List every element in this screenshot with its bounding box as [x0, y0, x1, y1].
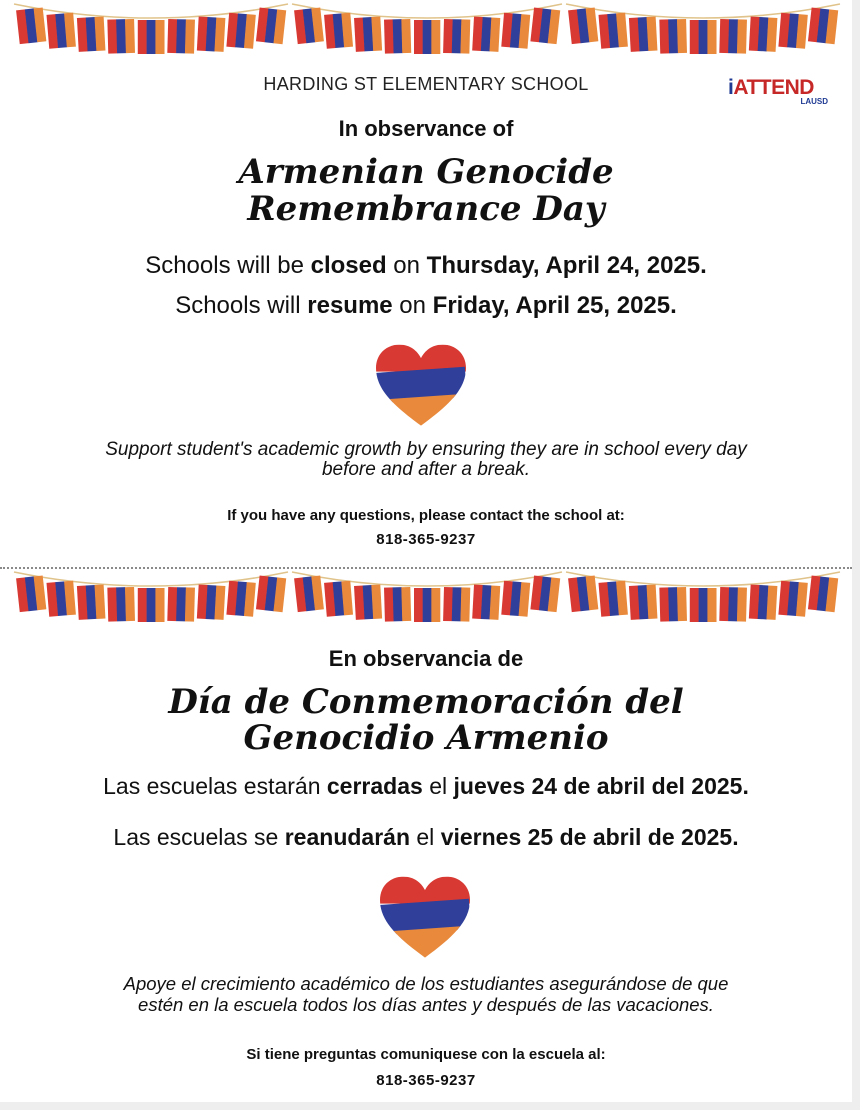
logo-brand: ATTEND: [733, 76, 814, 99]
bunting-flag: [226, 13, 255, 49]
bunting-flag: [46, 581, 75, 617]
bunting-flag: [598, 13, 627, 49]
resume-pre: Schools will: [175, 292, 308, 319]
resume-mid-es: el: [410, 824, 441, 850]
closure-strong2-es: jueves 24 de abril del 2025.: [453, 773, 749, 799]
bunting-banner-bottom: [0, 568, 852, 638]
resume-notice-en: [0, 292, 852, 320]
closure-notice-es: [0, 773, 852, 800]
closure-notice-en: [0, 252, 852, 280]
bunting-flag: [107, 587, 135, 622]
bunting-flag: [690, 588, 717, 622]
school-name: HARDING ST ELEMENTARY SCHOOL: [263, 74, 589, 94]
bunting-flag: [568, 575, 598, 612]
bunting-flag: [719, 587, 747, 622]
armenian-flag-heart-icon-es: [380, 876, 470, 960]
resume-strong2-es: viernes 25 de abril de 2025.: [440, 824, 739, 850]
bunting-flag: [749, 585, 778, 620]
title-line1-es: Día de Conmemoración del: [168, 682, 684, 722]
bunting-flag: [294, 7, 324, 44]
observance-heading-es: En observancia de: [328, 646, 524, 671]
bunting-flag: [324, 13, 353, 49]
bunting-flag: [167, 19, 195, 54]
closure-mid: on: [386, 252, 427, 279]
bunting-flag: [443, 19, 470, 54]
bunting-flag: [501, 581, 530, 617]
bunting-flag: [778, 581, 807, 617]
bunting-flag: [16, 575, 46, 612]
bunting-flag: [659, 19, 687, 54]
bunting-flag: [568, 7, 598, 44]
closure-strong1: closed: [310, 252, 387, 279]
bunting-flag: [629, 585, 658, 620]
bunting-flag: [443, 587, 470, 622]
bunting-flag: [530, 576, 560, 613]
bunting-flag: [472, 17, 500, 52]
closure-pre-es: Las escuelas estarán: [103, 773, 327, 799]
resume-mid: on: [392, 292, 433, 319]
resume-pre-es: Las escuelas se: [113, 824, 285, 850]
tagline-line1-es: Apoye el crecimiento académico de los estudiantes asegurándose de que: [123, 973, 729, 994]
logo-sub: LAUSD: [800, 97, 828, 106]
bunting-flag: [256, 8, 286, 45]
bunting-flag: [256, 576, 286, 613]
iattend-logo: [728, 76, 832, 110]
bunting-flag: [197, 17, 226, 52]
bunting-flag: [107, 19, 135, 54]
closure-mid-es: el: [422, 773, 454, 799]
bunting-flag: [354, 17, 382, 52]
resume-strong1: resume: [307, 292, 393, 319]
bunting-flag: [77, 17, 106, 52]
bunting-flag: [808, 576, 838, 613]
resume-strong1-es: reanudarán: [284, 824, 410, 850]
logo-prefix: i: [728, 76, 734, 99]
bunting-flag: [77, 585, 106, 620]
tagline-line2-es: estén en la escuela todos los días antes y después de las vacaciones.: [138, 994, 714, 1015]
bunting-flag: [294, 575, 324, 612]
bunting-flag: [384, 19, 411, 54]
closure-pre: Schools will be: [145, 252, 311, 279]
bunting-flag: [16, 7, 46, 44]
resume-notice-es: [0, 824, 852, 851]
title-line2-es: Genocidio Armenio: [243, 718, 609, 758]
bunting-flag: [46, 13, 75, 49]
phone-number-en[interactable]: 818-365-9237: [376, 531, 476, 548]
bunting-flag: [659, 587, 687, 622]
bunting-flag: [690, 20, 717, 54]
observance-heading-en: In observance of: [338, 116, 514, 141]
bunting-flag: [138, 20, 165, 54]
tagline-line2-en: before and after a break.: [321, 459, 531, 480]
bunting-banner-top: [0, 0, 852, 70]
bunting-flag: [530, 8, 560, 45]
bunting-flag: [384, 587, 411, 622]
armenian-flag-heart-icon: [376, 344, 466, 428]
bunting-flag: [167, 587, 195, 622]
bunting-flag: [226, 581, 255, 617]
contact-text-es: Si tiene preguntas comuniquese con la escuela al:: [246, 1046, 606, 1063]
resume-strong2: Friday, April 25, 2025.: [432, 292, 677, 319]
bunting-flag: [598, 581, 627, 617]
bunting-flag: [778, 13, 807, 49]
closure-strong1-es: cerradas: [326, 773, 423, 799]
bunting-flag: [719, 19, 747, 54]
bunting-flag: [414, 588, 440, 622]
bunting-flag: [501, 13, 530, 49]
bunting-flag: [324, 581, 353, 617]
closure-strong2: Thursday, April 24, 2025.: [426, 252, 707, 279]
tagline-line1-en: Support student's academic growth by ensuring they are in school every day: [105, 439, 747, 460]
bunting-flag: [354, 585, 382, 620]
bunting-flag: [472, 585, 500, 620]
bunting-flag: [414, 20, 440, 54]
contact-text-en: If you have any questions, please contact the school at:: [227, 507, 625, 524]
bunting-flag: [629, 17, 658, 52]
bunting-flag: [749, 17, 778, 52]
title-line1-en: Armenian Genocide: [238, 152, 614, 192]
bunting-flag: [808, 8, 838, 45]
phone-number-es[interactable]: 818-365-9237: [376, 1072, 476, 1089]
bunting-flag: [138, 588, 165, 622]
title-line2-en: Remembrance Day: [247, 189, 605, 229]
bunting-flag: [197, 585, 226, 620]
